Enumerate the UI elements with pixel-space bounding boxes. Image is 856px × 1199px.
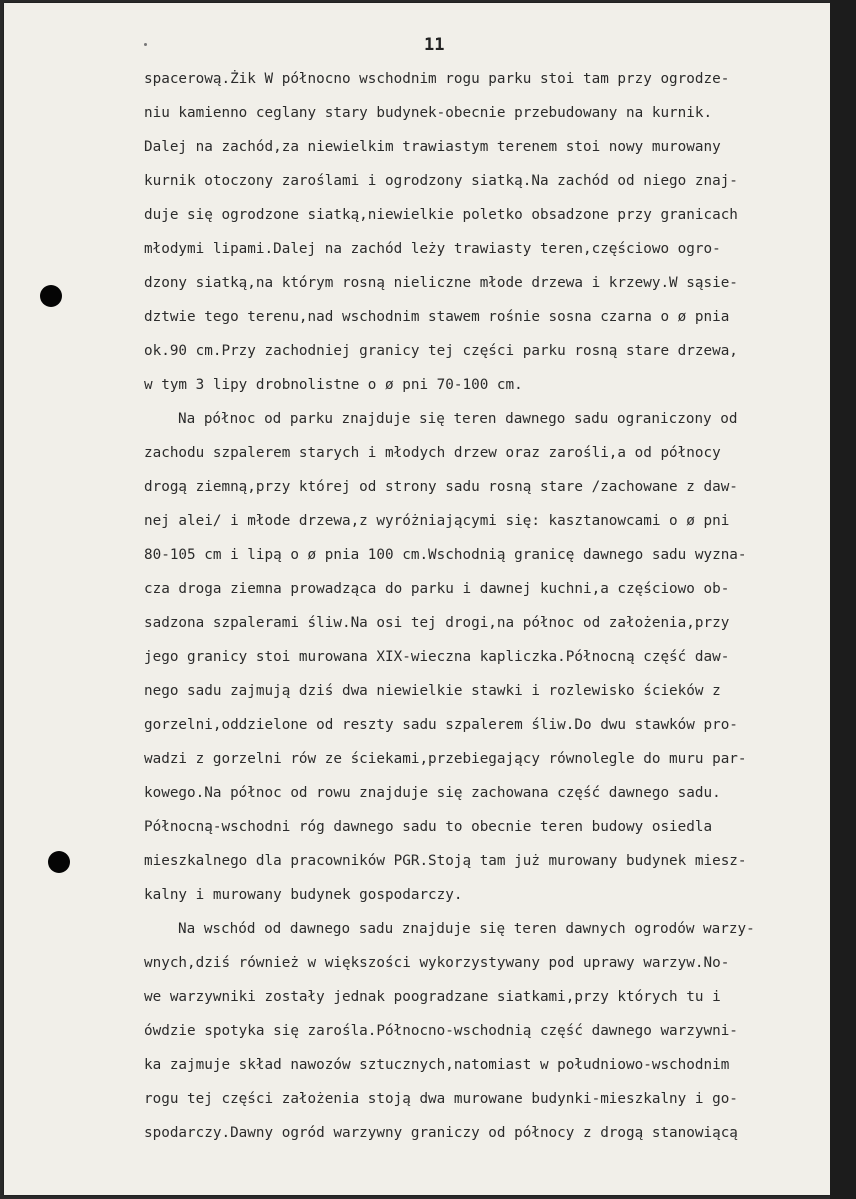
text-line: sadzona szpalerami śliw.Na osi tej drogi,na północ od założenia,przy — [144, 615, 730, 631]
text-line: młodymi lipami.Dalej na zachód leży trawiasty teren,częściowo ogro- — [144, 241, 721, 257]
text-line: Dalej na zachód,za niewielkim trawiastym terenem stoi nowy murowany — [144, 139, 721, 155]
text-line: ówdzie spotyka się zarośla.Północno-wschodnią część dawnego warzywni- — [144, 1023, 738, 1039]
text-line: zachodu szpalerem starych i młodych drzew oraz zarośli,a od północy — [144, 445, 721, 461]
text-line: cza droga ziemna prowadząca do parku i dawnej kuchni,a częściowo ob- — [144, 581, 730, 597]
page-number: 11 — [424, 35, 445, 55]
text-line: ok.90 cm.Przy zachodniej granicy tej części parku rosną stare drzewa, — [144, 343, 738, 359]
text-line: w tym 3 lipy drobnolistne o ø pni 70-100 cm. — [144, 377, 523, 393]
text-line: drogą ziemną,przy której od strony sadu rosną stare /zachowane z daw- — [144, 479, 738, 495]
text-line: wadzi z gorzelni rów ze ściekami,przebiegający równolegle do muru par- — [144, 751, 747, 767]
text-line: rogu tej części założenia stoją dwa murowane budynki-mieszkalny i go- — [144, 1091, 738, 1107]
text-line: kowego.Na północ od rowu znajduje się zachowana część dawnego sadu. — [144, 785, 721, 801]
text-line: Na północ od parku znajduje się teren dawnego sadu ograniczony od — [178, 411, 738, 427]
paper-speck — [144, 43, 147, 46]
text-line: wnych,dziś również w większości wykorzystywany pod uprawy warzyw.No- — [144, 955, 730, 971]
text-line: mieszkalnego dla pracowników PGR.Stoją tam już murowany budynek miesz- — [144, 853, 747, 869]
text-line: 80-105 cm i lipą o ø pnia 100 cm.Wschodnią granicę dawnego sadu wyzna- — [144, 547, 747, 563]
text-line: spacerową.Żik W północno wschodnim rogu parku stoi tam przy ogrodze- — [144, 71, 730, 87]
document-page — [4, 3, 830, 1195]
text-line: ka zajmuje skład nawozów sztucznych,natomiast w południowo-wschodnim — [144, 1057, 730, 1073]
text-line: nej alei/ i młode drzewa,z wyróżniającymi się: kasztanowcami o ø pni — [144, 513, 730, 529]
punch-hole — [40, 285, 62, 307]
text-line: dzony siatką,na którym rosną nieliczne młode drzewa i krzewy.W sąsie- — [144, 275, 738, 291]
text-line: kurnik otoczony zaroślami i ogrodzony siatką.Na zachód od niego znaj- — [144, 173, 738, 189]
text-line: Północną-wschodni róg dawnego sadu to obecnie teren budowy osiedla — [144, 819, 713, 835]
scan-border — [830, 0, 856, 1199]
punch-hole — [48, 851, 70, 873]
text-line: dztwie tego terenu,nad wschodnim stawem rośnie sosna czarna o ø pnia — [144, 309, 730, 325]
text-line: duje się ogrodzone siatką,niewielkie poletko obsadzone przy granicach — [144, 207, 738, 223]
text-line: we warzywniki zostały jednak poogradzane siatkami,przy których tu i — [144, 989, 721, 1005]
text-line: kalny i murowany budynek gospodarczy. — [144, 887, 463, 903]
text-line: jego granicy stoi murowana XIX-wieczna kapliczka.Północną część daw- — [144, 649, 730, 665]
text-line: spodarczy.Dawny ogród warzywny graniczy od północy z drogą stanowiącą — [144, 1125, 738, 1141]
text-line: niu kamienno ceglany stary budynek-obecnie przebudowany na kurnik. — [144, 105, 713, 121]
text-line: gorzelni,oddzielone od reszty sadu szpalerem śliw.Do dwu stawków pro- — [144, 717, 738, 733]
text-line: Na wschód od dawnego sadu znajduje się teren dawnych ogrodów warzy- — [178, 921, 755, 937]
text-line: nego sadu zajmują dziś dwa niewielkie stawki i rozlewisko ścieków z — [144, 683, 721, 699]
